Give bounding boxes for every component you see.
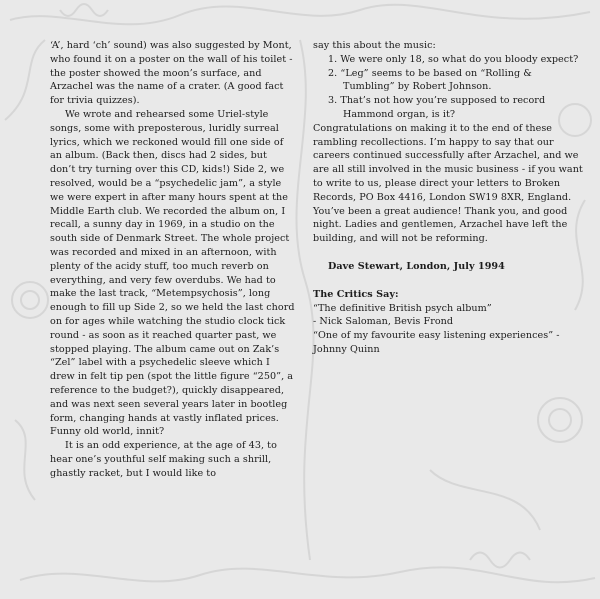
list-item bbox=[313, 94, 585, 122]
list-text: “Leg” seems to be based on “Rolling & Tumbling” by Robert Johnson. bbox=[340, 67, 532, 93]
music-intro: say this about the music: bbox=[313, 40, 436, 51]
list-text: That’s not how you’re supposed to record Hammond organ, is it? bbox=[340, 95, 546, 120]
critic-attribution: - Nick Saloman, Bevis Frond bbox=[313, 316, 454, 328]
list-number: 1. bbox=[328, 53, 338, 65]
critics-heading: The Critics Say: bbox=[313, 288, 399, 300]
paragraph: It is an odd experience, at the age of 43, to hear one’s youthful self making such a shrill, ghastly racket, but I would like to bbox=[50, 440, 277, 479]
list-item bbox=[313, 67, 585, 95]
right-text-column bbox=[313, 39, 585, 357]
paragraph: We wrote and rehearsed some Uriel-style songs, some with preposterous, luridly surreal lyrics, which we reckoned would fill one side of an album. (Back then, discs had 2 sides, but don’t try turning over this CD, kids!) Side 2, we resolved, would be a “psychedelic jam”, a style we were expert in after many hours spent at the Middle Earth club. We recorded the album on, I recall, a sunny day in 1969, in a studio on the south side of Denmark Street. The whole project was recorded and mixed in an afternoon, with plenty of the acidy stuff, too much reverb on everything, and very few overdubs. We had to make the last track, “Metempsychosis”, long enough to fill up Side 2, so we held the last chord on for ages while watching the studio clock tick round - as soon as it reached quarter past, we stopped playing. The album came out on Zak’s “Zel” label with a psychedelic sleeve which I drew in felt tip pen (spot the little figure “250”, a reference to the budget?), quickly disappeared, and was next seen several years later in bootleg form, changing hands at vastly inflated prices. Funny old world, innit? bbox=[50, 108, 295, 438]
list-text: We were only 18, so what do you bloody expect? bbox=[340, 53, 579, 65]
critics-section bbox=[313, 288, 585, 357]
left-text-column bbox=[50, 39, 295, 481]
paragraph: ‘A’, hard ‘ch’ sound) was also suggested by Mont, who found it on a poster on the wall of his toilet - the poster showed the moon’s surface, and Arzachel was the name of a crater. (A good fact for trivia quizzes). bbox=[50, 40, 293, 107]
list-number: 2. bbox=[328, 67, 338, 79]
signature: Dave Stewart, London, July 1994 bbox=[328, 260, 505, 272]
critic-quote: “The definitive British psych album” bbox=[313, 302, 492, 314]
closing-paragraph: Congratulations on making it to the end of these rambling recollections. I’m happy to say that our careers continued successfully after Arzachel, and we are all still involved in the music business - if you want to write to us, please direct your letters to Broken Records, PO Box 4416, London SW19 8XR, England. You’ve been a great audience! Thank you, and good night. Ladies and gentlemen, Arzachel have left the building, and will not be reforming. bbox=[313, 122, 583, 245]
critic-quote: “One of my favourite easy listening experiences” - Johnny Quinn bbox=[313, 330, 560, 355]
list-item bbox=[313, 53, 585, 67]
list-number: 3. bbox=[328, 95, 338, 107]
music-notes-list bbox=[313, 53, 585, 122]
